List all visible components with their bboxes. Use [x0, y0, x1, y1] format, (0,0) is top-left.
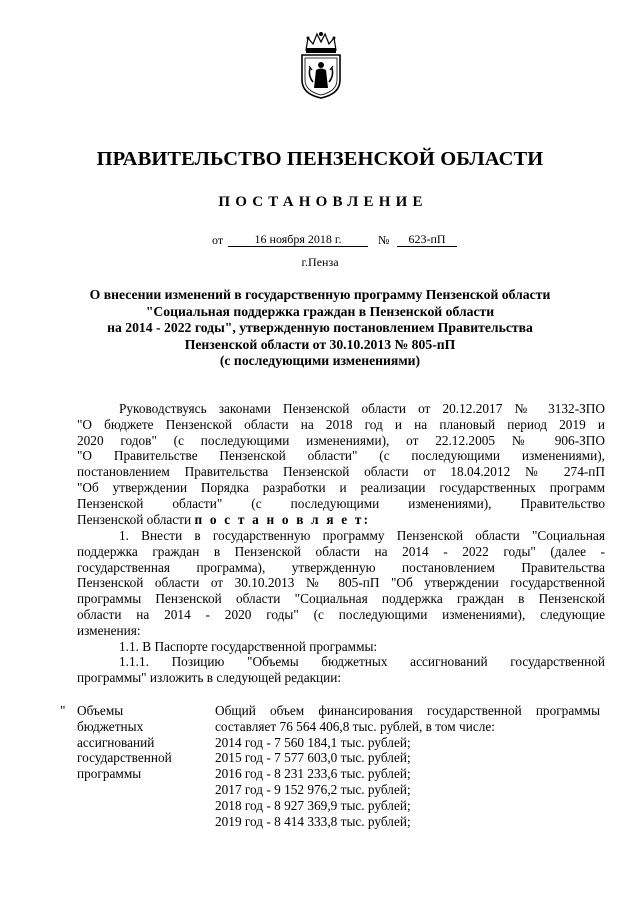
text-line: постановлением Правительства Пензенской области от 18.04.2012 № 274-пП: [77, 464, 605, 480]
table-right-line: 2019 год - 8 414 333,8 тыс. рублей;: [215, 813, 411, 829]
text-line: "Об утверждении Порядка разработки и реализации государственных программ: [77, 479, 605, 495]
government-title: ПРАВИТЕЛЬСТВО ПЕНЗЕНСКОЙ ОБЛАСТИ: [96, 148, 544, 170]
text-line: 1. Внести в государственную программу Пензенской области "Социальная: [119, 528, 605, 543]
item-1-1: 1.1. В Паспорте государственной программы:: [119, 638, 378, 654]
text-line: изменения:: [77, 622, 141, 638]
table-right-line: 2015 год - 7 577 603,0 тыс. рублей;: [215, 750, 411, 766]
text-line: программы Пензенской области "Социальная поддержка граждан в Пензенской: [77, 591, 605, 607]
preamble-last-text: Пензенской области: [77, 511, 195, 527]
decree-word: п о с т а н о в л я е т:: [194, 511, 371, 527]
text-line: Пензенской области от 30.10.2013 № 805-пП "Об утверждении государственной: [77, 575, 605, 591]
document-number: 623-пП: [397, 233, 457, 247]
table-right-line: 2014 год - 7 560 184,1 тыс. рублей;: [215, 734, 411, 750]
document-heading: [40, 287, 600, 370]
item-1-paragraph: [77, 528, 605, 686]
preamble-paragraph: [77, 401, 605, 527]
text-line: государственная программа), утвержденную постановлением Правительства: [77, 559, 605, 575]
number-label: №: [378, 233, 390, 247]
text-line: Руководствуясь законами Пензенской области от 20.12.2017 № 3132-ЗПО: [119, 401, 605, 416]
table-left-line: ассигнований: [77, 734, 155, 750]
heading-line: "Социальная поддержка граждан в Пензенской области: [145, 303, 495, 319]
table-right-line: 2018 год - 8 927 369,9 тыс. рублей;: [215, 797, 411, 813]
table-right-column: [215, 703, 600, 829]
table-right-line: составляет 76 564 406,8 тыс. рублей, в том числе:: [215, 718, 495, 734]
heading-line: на 2014 - 2022 годы", утвержденную постановлением Правительства: [107, 320, 533, 335]
text-line: 2020 годов" (с последующими изменениями), от 22.12.2005 № 906-ЗПО: [77, 432, 605, 448]
heading-line: Пензенской области от 30.10.2013 № 805-пП: [184, 336, 456, 352]
text-line: [77, 512, 605, 528]
table-left-column: [77, 703, 197, 782]
text-line: 1.1.1. Позицию "Объемы бюджетных ассигнований государственной: [119, 654, 605, 670]
text-line: "О Правительстве Пензенской области" (с последующими изменениями),: [77, 448, 605, 464]
penza-coat-of-arms-icon: [298, 30, 344, 100]
text-line: "О бюджете Пензенской области на 2018 год и на плановый период 2019 и: [77, 416, 605, 432]
table-right-line: 2017 год - 9 152 976,2 тыс. рублей;: [215, 781, 411, 797]
date-prefix: от: [212, 233, 224, 247]
city: г.Пенза: [301, 255, 339, 269]
table-left-line: бюджетных: [77, 718, 144, 734]
heading-line: (с последующими изменениями): [219, 353, 421, 368]
table-right-line: Общий объем финансирования государственной программы: [215, 703, 600, 718]
text-line: области на 2014 - 2020 годы" (с последующими изменениями), следующие: [77, 606, 605, 622]
table-left-line: программы: [77, 766, 142, 782]
open-quote: ": [60, 703, 66, 718]
document-date: 16 ноября 2018 г.: [228, 233, 368, 247]
table-left-line: Объемы: [77, 703, 124, 718]
text-line: программы" изложить в следующей редакции:: [77, 670, 342, 686]
document-type: ПОСТАНОВЛЕНИЕ: [218, 194, 428, 210]
table-left-line: государственной: [77, 750, 172, 766]
table-right-line: 2016 год - 8 231 233,6 тыс. рублей;: [215, 766, 411, 782]
heading-line: О внесении изменений в государственную программу Пензенской области: [89, 287, 551, 302]
text-line: поддержка граждан в Пензенской области на 2014 - 2022 годы" (далее -: [77, 543, 605, 559]
text-line: Пензенской области" (с последующими изменениями), Правительство: [77, 495, 605, 511]
